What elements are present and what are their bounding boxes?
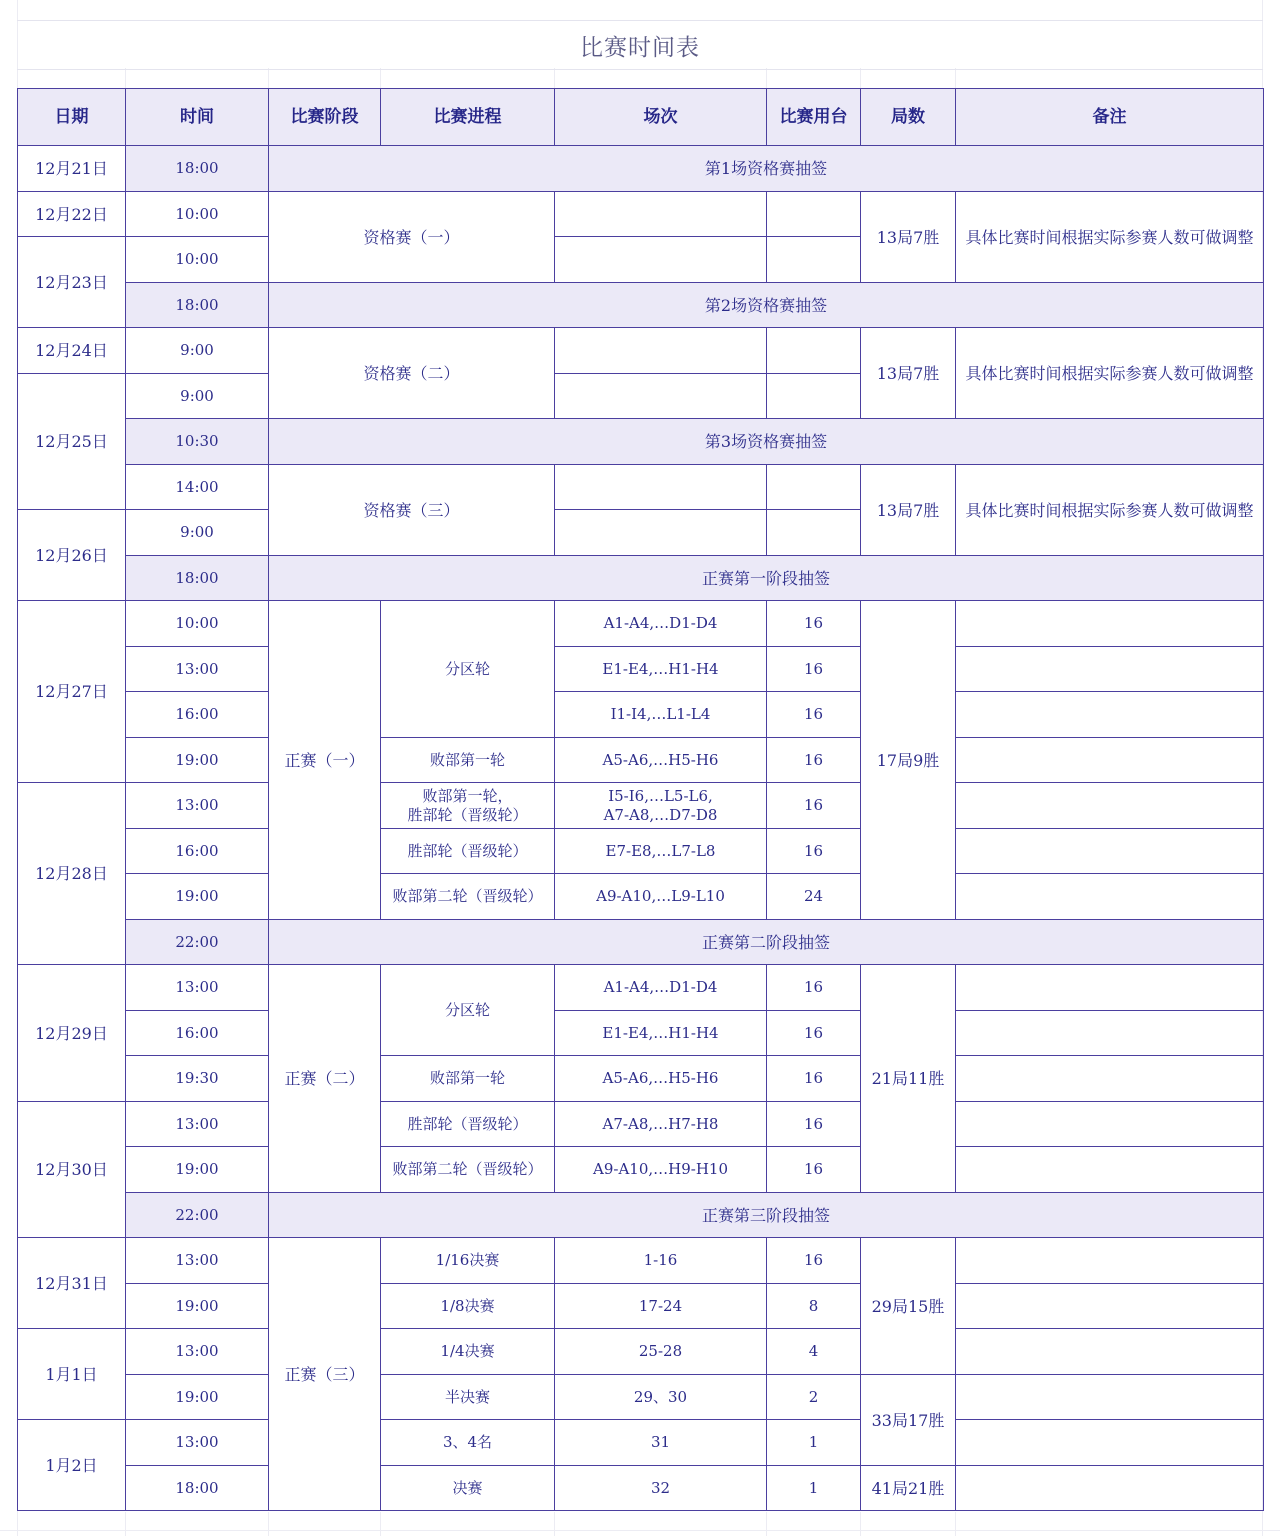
progress-cell: 分区轮: [381, 601, 555, 738]
matches-cell: A5-A6,…H5-H6: [555, 738, 767, 783]
header-notes: 备注: [956, 89, 1264, 146]
stage-cell: 资格赛（二）: [269, 328, 555, 419]
time-cell: 19:00: [126, 874, 269, 920]
date-cell: 12月28日: [18, 783, 126, 965]
table-row: [18, 920, 1264, 965]
note-cell: [956, 1147, 1264, 1193]
table-row: [18, 692, 1264, 738]
table-row: [18, 1056, 1264, 1102]
header-stage: 比赛阶段: [269, 89, 381, 146]
time-cell: 14:00: [126, 465, 269, 510]
table-row: [18, 1193, 1264, 1238]
table-row: [18, 465, 1264, 510]
note-cell: [956, 1011, 1264, 1056]
page-title: 比赛时间表: [580, 34, 700, 61]
draw-cell: 第3场资格赛抽签: [269, 419, 1264, 465]
time-cell: 13:00: [126, 783, 269, 829]
time-cell: 9:00: [126, 374, 269, 419]
tables-cell: [767, 374, 861, 419]
table-row: [18, 283, 1264, 328]
time-cell: 22:00: [126, 1193, 269, 1238]
tables-cell: 16: [767, 601, 861, 647]
matches-cell: 32: [555, 1466, 767, 1511]
draw-cell: 第1场资格赛抽签: [269, 146, 1264, 192]
table-row: [18, 601, 1264, 647]
progress-cell: 败部第二轮（晋级轮）: [381, 874, 555, 920]
note-cell: [956, 965, 1264, 1011]
time-cell: 10:30: [126, 419, 269, 465]
date-cell: 12月25日: [18, 374, 126, 510]
note-cell: [956, 738, 1264, 783]
time-cell: 10:00: [126, 192, 269, 237]
progress-cell: 1/16决赛: [381, 1238, 555, 1284]
time-cell: 10:00: [126, 237, 269, 283]
schedule-table: [17, 88, 1264, 1511]
progress-cell: 分区轮: [381, 965, 555, 1056]
stage-cell: 正赛（二）: [269, 965, 381, 1193]
games-cell: 33局17胜: [861, 1375, 956, 1466]
draw-cell: 正赛第三阶段抽签: [269, 1193, 1264, 1238]
date-cell: 12月22日: [18, 192, 126, 237]
note-cell: [956, 1466, 1264, 1511]
progress-cell: 1/4决赛: [381, 1329, 555, 1375]
note-cell: [956, 1375, 1264, 1420]
time-cell: 19:00: [126, 1284, 269, 1329]
time-cell: 9:00: [126, 510, 269, 556]
time-cell: 13:00: [126, 647, 269, 692]
tables-cell: 16: [767, 1147, 861, 1193]
note-cell: [956, 1102, 1264, 1147]
games-cell: 13局7胜: [861, 328, 956, 419]
table-row: [18, 1238, 1264, 1284]
games-cell: 13局7胜: [861, 465, 956, 556]
time-cell: 10:00: [126, 601, 269, 647]
tables-cell: [767, 192, 861, 237]
table-row: [18, 1375, 1264, 1420]
date-cell: 12月31日: [18, 1238, 126, 1329]
progress-cell: 败部第一轮: [381, 1056, 555, 1102]
time-cell: 13:00: [126, 1420, 269, 1466]
progress-cell: 1/8决赛: [381, 1284, 555, 1329]
draw-cell: 正赛第二阶段抽签: [269, 920, 1264, 965]
tables-cell: 8: [767, 1284, 861, 1329]
header-games: 局数: [861, 89, 956, 146]
matches-cell: [555, 510, 767, 556]
time-cell: 18:00: [126, 283, 269, 328]
tables-cell: 16: [767, 1238, 861, 1284]
tables-cell: 16: [767, 647, 861, 692]
time-cell: 16:00: [126, 829, 269, 874]
tables-cell: [767, 237, 861, 283]
games-cell: 13局7胜: [861, 192, 956, 283]
matches-cell: A1-A4,…D1-D4: [555, 965, 767, 1011]
time-cell: 16:00: [126, 692, 269, 738]
table-row: [18, 556, 1264, 601]
matches-cell: 1-16: [555, 1238, 767, 1284]
date-cell: 12月29日: [18, 965, 126, 1102]
matches-cell: 31: [555, 1420, 767, 1466]
progress-cell: 败部第二轮（晋级轮）: [381, 1147, 555, 1193]
time-cell: 19:00: [126, 1147, 269, 1193]
time-cell: 19:00: [126, 1375, 269, 1420]
tables-cell: 2: [767, 1375, 861, 1420]
matches-cell: A7-A8,…H7-H8: [555, 1102, 767, 1147]
matches-cell: A1-A4,…D1-D4: [555, 601, 767, 647]
stage-cell: 正赛（一）: [269, 601, 381, 920]
table-row: [18, 146, 1264, 192]
date-cell: 12月21日: [18, 146, 126, 192]
time-cell: 13:00: [126, 965, 269, 1011]
progress-cell: 胜部轮（晋级轮）: [381, 1102, 555, 1147]
games-cell: 21局11胜: [861, 965, 956, 1193]
date-cell: 12月24日: [18, 328, 126, 374]
progress-cell: 3、4名: [381, 1420, 555, 1466]
note-cell: 具体比赛时间根据实际参赛人数可做调整: [956, 465, 1264, 556]
tables-cell: 1: [767, 1466, 861, 1511]
tables-cell: 16: [767, 738, 861, 783]
tables-cell: 4: [767, 1329, 861, 1375]
time-cell: 13:00: [126, 1238, 269, 1284]
matches-cell: [555, 192, 767, 237]
time-cell: 19:00: [126, 738, 269, 783]
header-date: 日期: [18, 89, 126, 146]
note-cell: [956, 1420, 1264, 1466]
header-tables: 比赛用台: [767, 89, 861, 146]
tables-cell: 16: [767, 965, 861, 1011]
table-row: [18, 874, 1264, 920]
time-cell: 16:00: [126, 1011, 269, 1056]
tables-cell: 24: [767, 874, 861, 920]
title-row: [17, 20, 1263, 70]
tables-cell: 16: [767, 1011, 861, 1056]
note-cell: [956, 829, 1264, 874]
note-cell: [956, 692, 1264, 738]
games-cell: 41局21胜: [861, 1466, 956, 1511]
tables-cell: 1: [767, 1420, 861, 1466]
matches-cell: A5-A6,…H5-H6: [555, 1056, 767, 1102]
note-cell: 具体比赛时间根据实际参赛人数可做调整: [956, 192, 1264, 283]
note-cell: [956, 1238, 1264, 1284]
tables-cell: [767, 465, 861, 510]
table-row: [18, 419, 1264, 465]
progress-cell: 胜部轮（晋级轮）: [381, 829, 555, 874]
tables-cell: 16: [767, 1056, 861, 1102]
tables-cell: 16: [767, 829, 861, 874]
date-cell: 12月27日: [18, 601, 126, 783]
date-cell: 12月23日: [18, 237, 126, 328]
table-row: [18, 783, 1264, 829]
date-cell: 12月26日: [18, 510, 126, 601]
header-matches: 场次: [555, 89, 767, 146]
time-cell: 22:00: [126, 920, 269, 965]
time-cell: 19:30: [126, 1056, 269, 1102]
tables-cell: [767, 328, 861, 374]
matches-cell: [555, 328, 767, 374]
matches-cell: A9-A10,…L9-L10: [555, 874, 767, 920]
draw-cell: 正赛第一阶段抽签: [269, 556, 1264, 601]
matches-cell: I1-I4,…L1-L4: [555, 692, 767, 738]
note-cell: 具体比赛时间根据实际参赛人数可做调整: [956, 328, 1264, 419]
table-row: [18, 1147, 1264, 1193]
progress-cell: 败部第一轮: [381, 738, 555, 783]
matches-cell: [555, 237, 767, 283]
tables-cell: [767, 510, 861, 556]
matches-cell: I5-I6,…L5-L6, A7-A8,…D7-D8: [555, 783, 767, 829]
time-cell: 18:00: [126, 556, 269, 601]
progress-cell: 半决赛: [381, 1375, 555, 1420]
tables-cell: 16: [767, 1102, 861, 1147]
progress-cell: 决赛: [381, 1466, 555, 1511]
note-cell: [956, 601, 1264, 647]
table-row: [18, 1420, 1264, 1466]
note-cell: [956, 1329, 1264, 1375]
header-row: [18, 89, 1264, 146]
time-cell: 18:00: [126, 1466, 269, 1511]
table-row: [18, 1329, 1264, 1375]
time-cell: 18:00: [126, 146, 269, 192]
table-row: [18, 965, 1264, 1011]
table-row: [18, 1284, 1264, 1329]
time-cell: 9:00: [126, 328, 269, 374]
matches-cell: 17-24: [555, 1284, 767, 1329]
table-row: [18, 1011, 1264, 1056]
date-cell: 1月2日: [18, 1420, 126, 1511]
games-cell: 29局15胜: [861, 1238, 956, 1375]
matches-cell: E1-E4,…H1-H4: [555, 647, 767, 692]
table-row: [18, 192, 1264, 237]
time-cell: 13:00: [126, 1329, 269, 1375]
table-row: [18, 1102, 1264, 1147]
note-cell: [956, 647, 1264, 692]
stage-cell: 正赛（三）: [269, 1238, 381, 1511]
draw-cell: 第2场资格赛抽签: [269, 283, 1264, 328]
note-cell: [956, 1284, 1264, 1329]
stage-cell: 资格赛（三）: [269, 465, 555, 556]
matches-cell: [555, 465, 767, 510]
matches-cell: [555, 374, 767, 419]
matches-cell: A9-A10,…H9-H10: [555, 1147, 767, 1193]
tables-cell: 16: [767, 692, 861, 738]
table-row: [18, 738, 1264, 783]
matches-cell: E1-E4,…H1-H4: [555, 1011, 767, 1056]
games-cell: 17局9胜: [861, 601, 956, 920]
date-cell: 1月1日: [18, 1329, 126, 1420]
table-row: [18, 1466, 1264, 1511]
note-cell: [956, 1056, 1264, 1102]
progress-cell: 败部第一轮， 胜部轮（晋级轮）: [381, 783, 555, 829]
time-cell: 13:00: [126, 1102, 269, 1147]
note-cell: [956, 874, 1264, 920]
matches-cell: 25-28: [555, 1329, 767, 1375]
header-progress: 比赛进程: [381, 89, 555, 146]
matches-cell: E7-E8,…L7-L8: [555, 829, 767, 874]
matches-cell: 29、30: [555, 1375, 767, 1420]
date-cell: 12月30日: [18, 1102, 126, 1238]
header-time: 时间: [126, 89, 269, 146]
stage-cell: 资格赛（一）: [269, 192, 555, 283]
tables-cell: 16: [767, 783, 861, 829]
table-row: [18, 328, 1264, 374]
note-cell: [956, 783, 1264, 829]
table-row: [18, 647, 1264, 692]
table-row: [18, 829, 1264, 874]
